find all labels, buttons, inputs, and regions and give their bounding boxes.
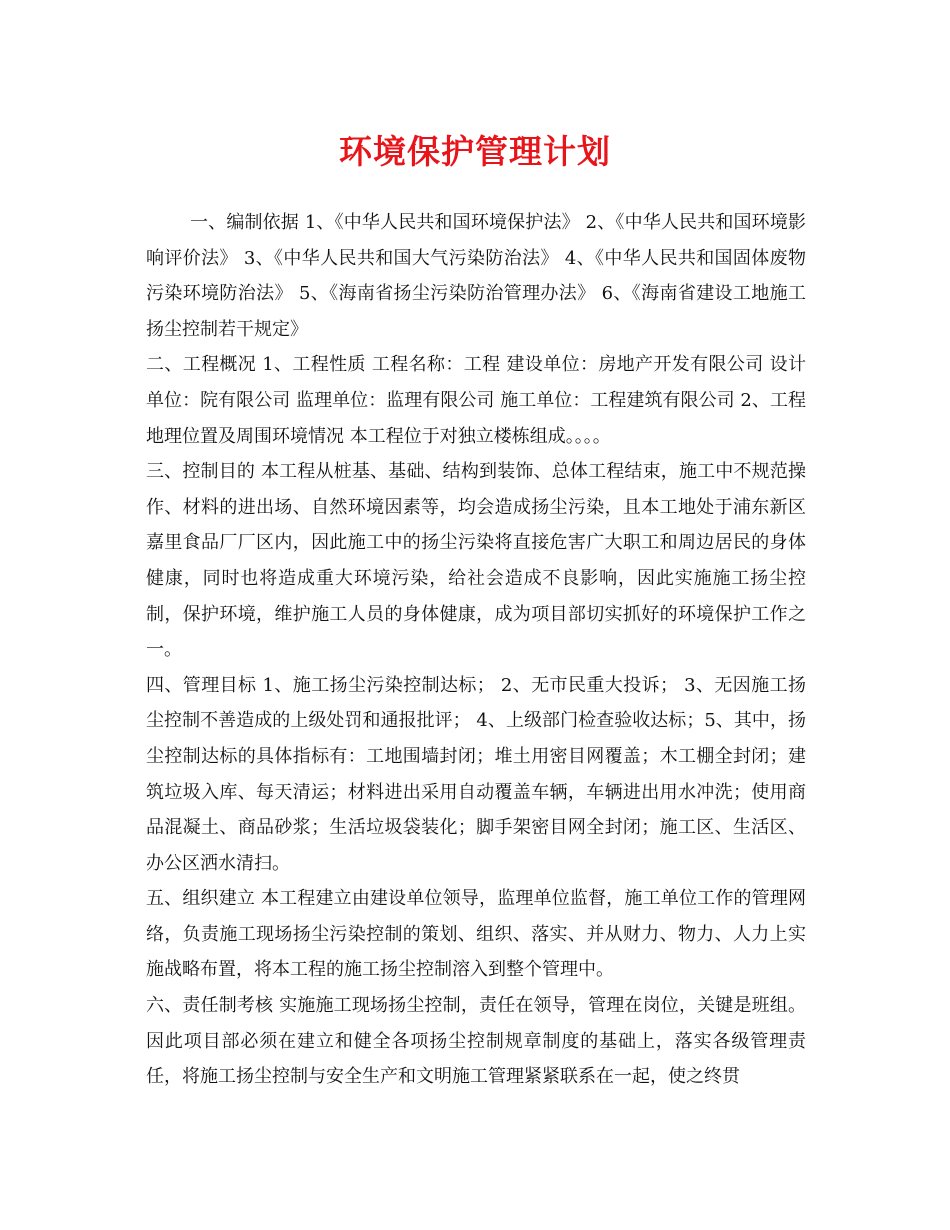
paragraph-basis: 一、编制依据 1、《中华人民共和国环境保护法》 2、《中华人民共和国环境影响评价法》 3、《中华人民共和国大气污染防治法》 4、《中华人民共和国固体废物污染环境防治法》 5、《海南省扬尘污染防治管理办法》 6、《海南省建设工地施工扬尘控制若干规定》 (146, 212, 806, 340)
paragraph-control-purpose: 三、控制目的 本工程从桩基、基础、结构到装饰、总体工程结束，施工中不规范操作、材料的进出场、自然环境因素等，均会造成扬尘污染，且本工地处于浦东新区嘉里食品厂厂区内，因此施工中的扬尘污染将直接危害广大职工和周边居民的身体健康，同时也将造成重大环境污染，给社会造成不良影响，因此实施施工扬尘控制，保护环境，维护施工人员的身体健康，成为项目部切实抓好的环境保护工作之一。 (146, 461, 806, 661)
paragraph-project-overview: 二、工程概况 1、工程性质 工程名称：工程 建设单位：房地产开发有限公司 设计单位：院有限公司 监理单位：监理有限公司 施工单位：工程建筑有限公司 2、工程地理位置及周围环境情况 本工程位于对独立楼栋组成。。。。 (146, 354, 806, 447)
paragraph-management-targets: 四、管理目标 1、施工扬尘污染控制达标； 2、无市民重大投诉； 3、无因施工扬尘控制不善造成的上级处罚和通报批评； 4、上级部门检查验收达标；5、其中，扬尘控制达标的具体指标有：工地围墙封闭；堆土用密目网覆盖；木工棚全封闭；建筑垃圾入库、每天清运；材料进出采用自动覆盖车辆，车辆进出用水冲洗；使用商品混凝土、商品砂浆；生活垃圾袋装化；脚手架密目网全封闭；施工区、生活区、办公区洒水清扫。 (146, 674, 806, 874)
document-body (146, 205, 806, 1095)
paragraph-responsibility: 六、责任制考核 实施施工现场扬尘控制，责任在领导，管理在岗位，关键是班组。因此项目部必须在建立和健全各项扬尘控制规章制度的基础上，落实各级管理责任，将施工扬尘控制与安全生产和文明施工管理紧紧联系在一起，使之终贯 (146, 995, 806, 1088)
document-title: 环境保护管理计划 (339, 132, 611, 171)
paragraph-organization: 五、组织建立 本工程建立由建设单位领导，监理单位监督，施工单位工作的管理网络，负责施工现场扬尘污染控制的策划、组织、落实、并从财力、物力、人力上实施战略布置，将本工程的施工扬尘控制溶入到整个管理中。 (146, 888, 806, 981)
